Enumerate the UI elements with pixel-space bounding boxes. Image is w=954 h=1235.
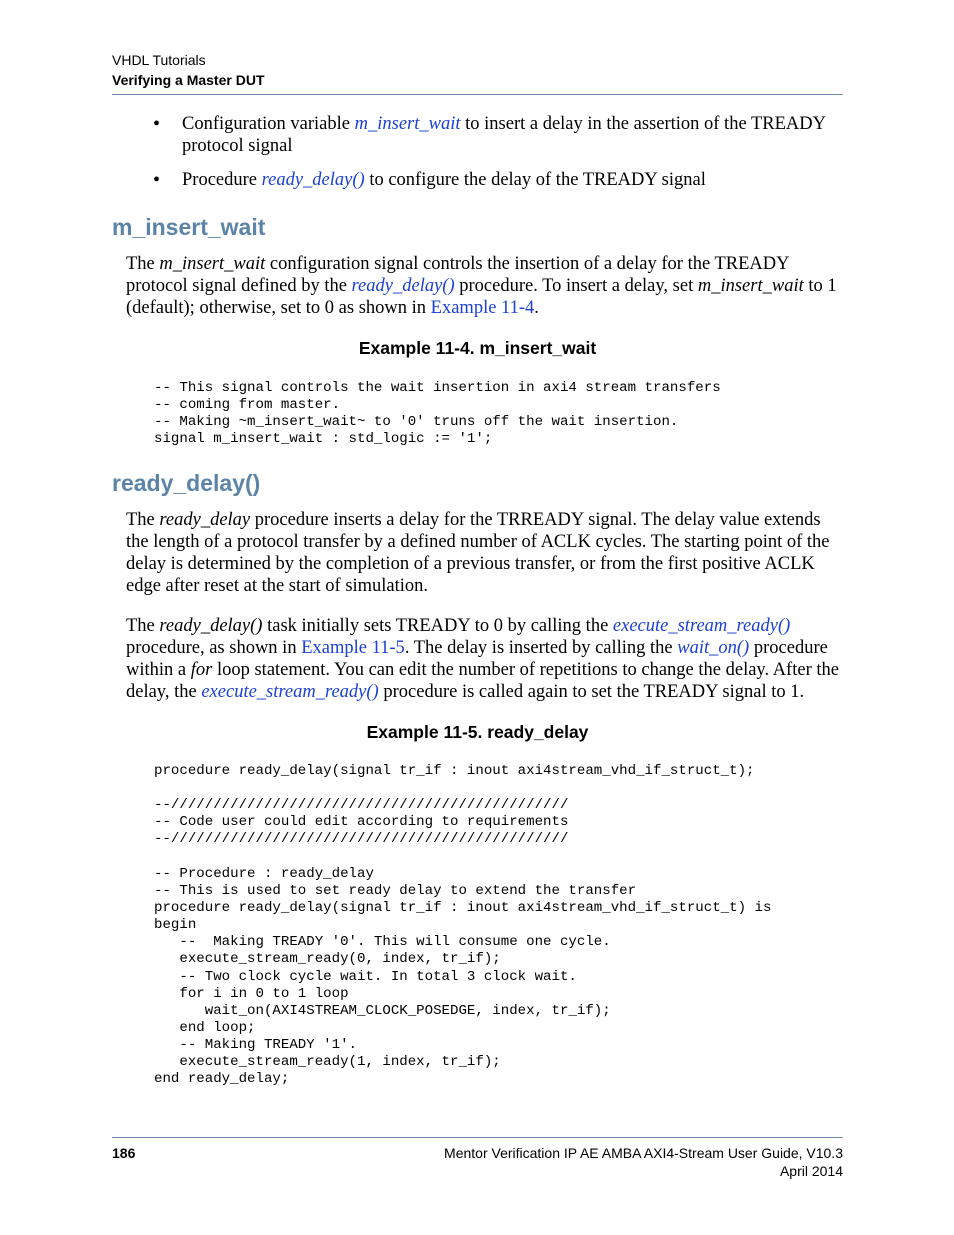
footer-document-info — [444, 1144, 843, 1180]
code-block: procedure ready_delay(signal tr_if : inout axi4stream_vhd_if_struct_t); — [154, 763, 755, 779]
section-heading-ready-delay: ready_delay() — [112, 470, 261, 496]
bullet-item — [182, 169, 842, 191]
ready-delay-link[interactable]: ready_delay() — [351, 276, 455, 296]
section-heading-m-insert-wait: m_insert_wait — [112, 214, 266, 240]
bullet-text: Configuration variable — [182, 114, 355, 134]
execute-stream-ready-link[interactable]: execute_stream_ready() — [612, 616, 791, 636]
bullet-text: to insert a delay in the assertion of the TREADY protocol signal — [182, 114, 826, 156]
bullet-text: to configure the delay of the TREADY signal — [364, 170, 706, 190]
footer-date: April 2014 — [779, 1163, 843, 1179]
page-number: 186 — [112, 1145, 136, 1161]
header-rule — [112, 94, 843, 95]
ready-delay-paragraph-1: The ready_delay procedure inserts a delay for the TRREADY signal. The delay value extends the length of a protocol transfer by a defined number of ACLK cycles. The starting point of the delay is determined by the completion of a previous transfer, or from the first positive ACLK edge after reset at the start of simulation. — [126, 510, 830, 596]
bullet-marker: • — [153, 169, 161, 191]
bullet-text: Procedure — [182, 170, 262, 190]
example-11-5-xref[interactable]: Example 11-5 — [301, 638, 405, 658]
ready-delay-paragraph-2: The ready_delay() task initially sets TREADY to 0 by calling the execute_stream_ready() procedure, as shown in Example 11-5. The delay is inserted by calling the wait_on() procedure within a for loop statement. You can edit the number of repetitions to change the delay. After the delay, the execute_stream_ready() procedure is called again to set the TREADY signal to 1. — [126, 616, 839, 702]
footer-rule — [112, 1137, 843, 1138]
code-block: --/////////////////////////////////////////////// -- Code user could edit according to requirements --/////////////////////////////////////////////// — [154, 797, 569, 848]
wait-on-link[interactable]: wait_on() — [677, 638, 750, 658]
m-insert-wait-paragraph: The m_insert_wait configuration signal controls the insertion of a delay for the TREADY protocol signal defined by the ready_delay() procedure. To insert a delay, set m_insert_wait to 1 (default); otherwise, set to 0 as shown in Example 11-4. — [126, 254, 837, 318]
bullet-item — [182, 113, 842, 157]
running-header-subsection: Verifying a Master DUT — [112, 72, 265, 88]
ready-delay-link[interactable]: ready_delay() — [261, 170, 365, 190]
example-title: Example 11-4. m_insert_wait — [358, 338, 597, 358]
bullet-marker: • — [153, 113, 161, 135]
example-title: Example 11-5. ready_delay — [366, 722, 589, 742]
execute-stream-ready-link[interactable]: execute_stream_ready() — [201, 682, 379, 702]
code-block: -- This signal controls the wait insertion in axi4 stream transfers -- coming from master. -- Making ~m_insert_wait~ to '0' truns off the wait insertion. signal m_insert_wait : std_logic := '1'; — [154, 380, 721, 448]
code-block: -- Procedure : ready_delay -- This is used to set ready delay to extend the transfer procedure ready_delay(signal tr_if : inout axi4stream_vhd_if_struct_t) is begin -- Making TREADY '0'. This will consume one cycle. execute_stream_ready(0, index, tr_if); -- Two clock cycle wait. In total 3 clock wait. for i in 0 to 1 loop wait_on(AXI4STREAM_CLOCK_POSEDGE, index, tr_if); end loop; -- Making TREADY '1'. execute_stream_ready(1, index, tr_if); end ready_delay; — [154, 866, 772, 1088]
example-11-4-xref[interactable]: Example 11-4 — [430, 298, 535, 318]
m-insert-wait-link[interactable]: m_insert_wait — [354, 114, 461, 134]
running-header-section: VHDL Tutorials — [112, 52, 206, 68]
footer-doc-title: Mentor Verification IP AE AMBA AXI4-Stream User Guide, V10.3 — [444, 1145, 843, 1161]
